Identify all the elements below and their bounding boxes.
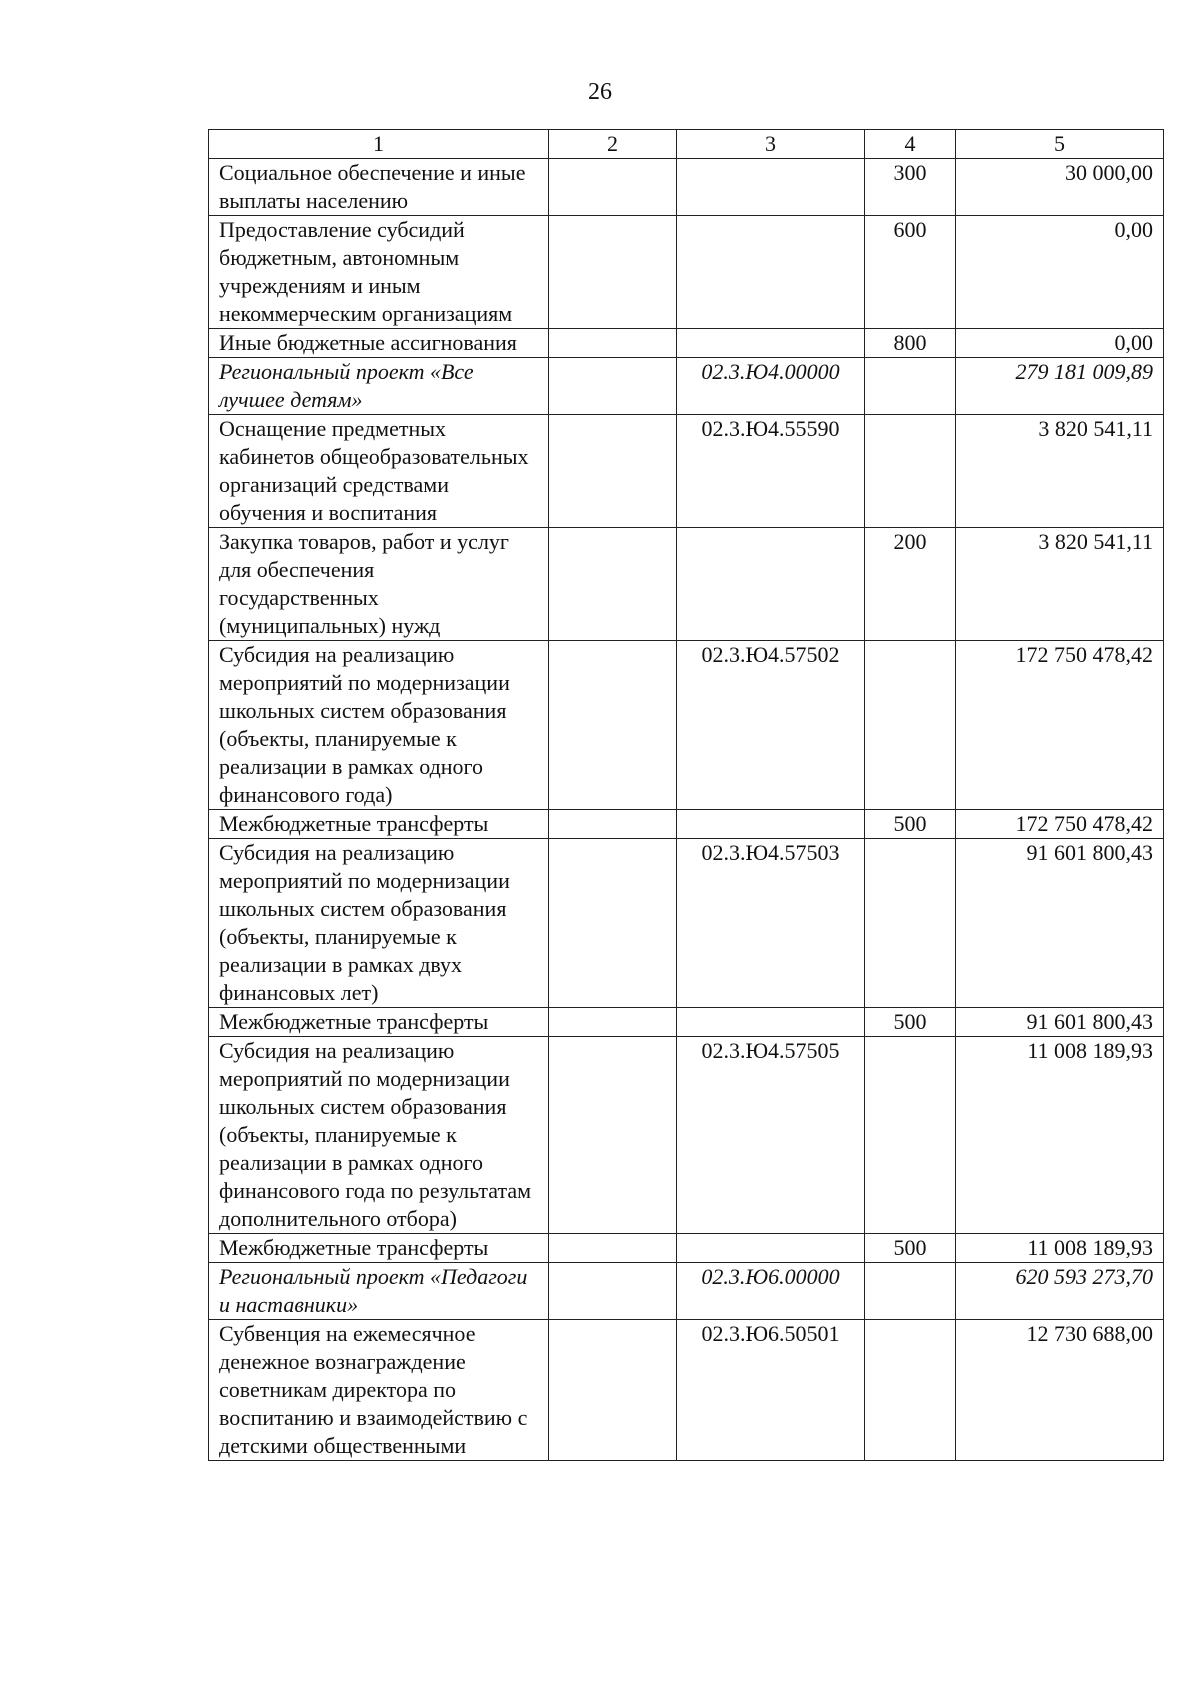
row-col2: [549, 1037, 677, 1234]
table-row: [209, 1263, 1164, 1320]
row-type: [865, 641, 956, 810]
row-sum: 172 750 478,42: [956, 810, 1164, 839]
row-type: [865, 358, 956, 415]
table-row: [209, 358, 1164, 415]
row-name: Иные бюджетные ассигнования: [209, 329, 549, 358]
table-row: [209, 216, 1164, 329]
row-name: Социальное обеспечение и иные выплаты населению: [209, 159, 549, 216]
row-sum: 91 601 800,43: [956, 1008, 1164, 1037]
row-sum: 0,00: [956, 329, 1164, 358]
column-header-5: 5: [956, 130, 1164, 159]
row-sum: 620 593 273,70: [956, 1263, 1164, 1320]
table-row: [209, 1037, 1164, 1234]
table-row: [209, 415, 1164, 528]
column-header-2: 2: [549, 130, 677, 159]
row-col2: [549, 329, 677, 358]
row-code: 02.3.Ю6.50501: [677, 1320, 865, 1461]
row-name: Межбюджетные трансферты: [209, 1008, 549, 1037]
row-sum: 0,00: [956, 216, 1164, 329]
row-name: Субвенция на ежемесячное денежное вознаграждение советникам директора по воспитанию и взаимодействию с детскими общественными: [209, 1320, 549, 1461]
row-name: Субсидия на реализацию мероприятий по модернизации школьных систем образования (объекты, планируемые к реализации в рамках одного финансового года по результатам дополнительного отбора): [209, 1037, 549, 1234]
row-name: Субсидия на реализацию мероприятий по модернизации школьных систем образования (объекты, планируемые к реализации в рамках одного финансового года): [209, 641, 549, 810]
column-header-3: 3: [677, 130, 865, 159]
row-name: Межбюджетные трансферты: [209, 1234, 549, 1263]
row-name: Предоставление субсидий бюджетным, автономным учреждениям и иным некоммерческим организациям: [209, 216, 549, 329]
row-type: 600: [865, 216, 956, 329]
row-code: 02.3.Ю6.00000: [677, 1263, 865, 1320]
table-row: [209, 839, 1164, 1008]
row-col2: [549, 1320, 677, 1461]
row-type: [865, 839, 956, 1008]
row-col2: [549, 358, 677, 415]
row-code: 02.3.Ю4.55590: [677, 415, 865, 528]
row-type: [865, 1037, 956, 1234]
table-row: [209, 528, 1164, 641]
row-type: 500: [865, 1008, 956, 1037]
row-code: [677, 329, 865, 358]
row-type: [865, 1263, 956, 1320]
row-code: [677, 216, 865, 329]
row-code: 02.3.Ю4.00000: [677, 358, 865, 415]
table-row: [209, 641, 1164, 810]
row-col2: [549, 216, 677, 329]
row-code: [677, 1234, 865, 1263]
header-row: [209, 130, 1164, 159]
row-sum: 12 730 688,00: [956, 1320, 1164, 1461]
row-name: Региональный проект «Все лучшее детям»: [209, 358, 549, 415]
row-col2: [549, 1008, 677, 1037]
row-code: 02.3.Ю4.57505: [677, 1037, 865, 1234]
row-col2: [549, 415, 677, 528]
row-type: 800: [865, 329, 956, 358]
row-sum: 172 750 478,42: [956, 641, 1164, 810]
row-sum: 3 820 541,11: [956, 415, 1164, 528]
row-type: 500: [865, 810, 956, 839]
table-row: [209, 329, 1164, 358]
row-col2: [549, 528, 677, 641]
row-code: [677, 1008, 865, 1037]
column-header-4: 4: [865, 130, 956, 159]
table-body: [209, 159, 1164, 1461]
row-sum: 30 000,00: [956, 159, 1164, 216]
row-type: [865, 415, 956, 528]
row-col2: [549, 810, 677, 839]
row-code: 02.3.Ю4.57503: [677, 839, 865, 1008]
table-row: [209, 810, 1164, 839]
row-sum: 279 181 009,89: [956, 358, 1164, 415]
row-type: 200: [865, 528, 956, 641]
column-header-1: 1: [209, 130, 549, 159]
row-col2: [549, 1234, 677, 1263]
row-code: 02.3.Ю4.57502: [677, 641, 865, 810]
row-code: [677, 528, 865, 641]
row-sum: 91 601 800,43: [956, 839, 1164, 1008]
table-row: [209, 1320, 1164, 1461]
table-row: [209, 159, 1164, 216]
row-sum: 11 008 189,93: [956, 1234, 1164, 1263]
row-col2: [549, 641, 677, 810]
row-type: [865, 1320, 956, 1461]
row-col2: [549, 1263, 677, 1320]
row-name: Межбюджетные трансферты: [209, 810, 549, 839]
row-col2: [549, 839, 677, 1008]
row-col2: [549, 159, 677, 216]
row-sum: 11 008 189,93: [956, 1037, 1164, 1234]
table-row: [209, 1008, 1164, 1037]
table-header: [209, 130, 1164, 159]
row-sum: 3 820 541,11: [956, 528, 1164, 641]
row-type: 500: [865, 1234, 956, 1263]
row-type: 300: [865, 159, 956, 216]
row-name: Оснащение предметных кабинетов общеобразовательных организаций средствами обучения и воспитания: [209, 415, 549, 528]
row-name: Закупка товаров, работ и услуг для обеспечения государственных (муниципальных) нужд: [209, 528, 549, 641]
page-number: 26: [588, 79, 612, 105]
row-name: Субсидия на реализацию мероприятий по модернизации школьных систем образования (объекты, планируемые к реализации в рамках двух финансовых лет): [209, 839, 549, 1008]
row-code: [677, 159, 865, 216]
table-row: [209, 1234, 1164, 1263]
budget-table: [208, 129, 1164, 1461]
row-code: [677, 810, 865, 839]
row-name: Региональный проект «Педагоги и наставники»: [209, 1263, 549, 1320]
